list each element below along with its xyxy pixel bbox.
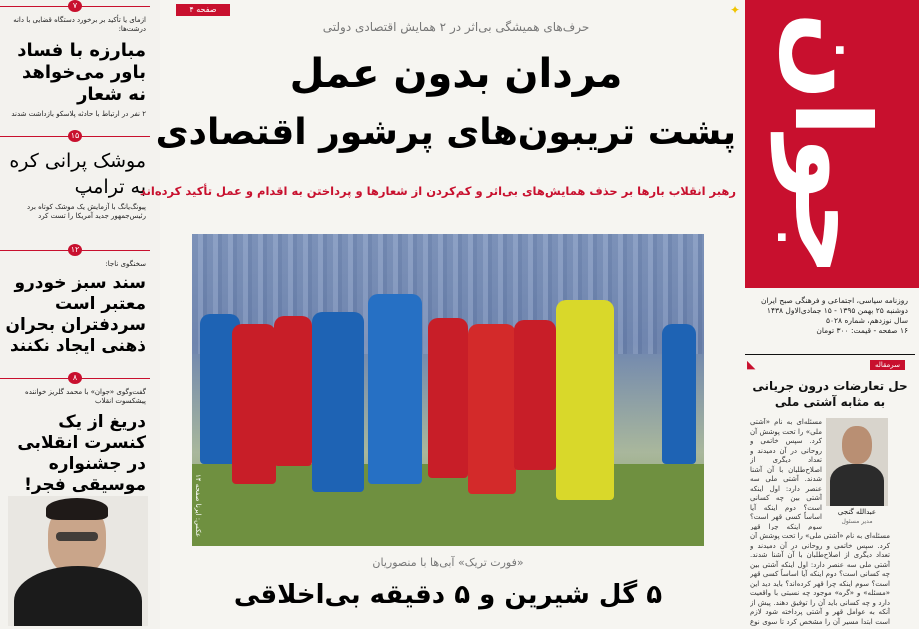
news-intro: سخنگوی ناجا: xyxy=(105,260,146,268)
left-news-item-3[interactable] xyxy=(0,245,150,357)
left-news-item-1[interactable] xyxy=(0,1,150,119)
editorial-tag-row xyxy=(745,360,915,374)
singer-photo xyxy=(8,496,148,626)
player-red xyxy=(232,324,276,484)
page-ref-tag[interactable] xyxy=(176,4,230,16)
left-news-item-4[interactable] xyxy=(0,373,150,496)
news-intro: گفت‌وگوی «جوان» با محمد گلریز خواننده پیشکسوت انقلاب xyxy=(25,388,146,405)
news-intro: ازمای یا تأکید بر برخورد دستگاه قضایی با دانه درشت‌ها: xyxy=(13,16,146,33)
info-line: سال نوزدهم، شماره ۵۰۲۸ xyxy=(825,316,908,325)
star-icon: ✦ xyxy=(729,3,740,17)
author-suit xyxy=(830,464,884,506)
author-photo xyxy=(826,418,888,506)
page-number-badge: ۸ xyxy=(68,372,82,384)
page-number-badge: ۱۲ xyxy=(68,244,82,256)
info-line: روزنامه سیاسی، اجتماعی و فرهنگی صبح ایران xyxy=(760,296,908,305)
editorial-title[interactable]: حل تعارضات درون جریانی به مثابه آشتی ملی xyxy=(752,379,908,409)
sports-kicker: «فورت تریک» آبی‌ها با منصوریان xyxy=(372,556,524,569)
masthead-logo: جوان xyxy=(771,11,893,277)
main-headline-line-2: پشت تریبون‌های پرشور اقتصادی xyxy=(155,112,736,153)
editorial-tag: سرمقاله xyxy=(870,360,905,370)
masthead-block xyxy=(745,0,919,288)
info-line: ۱۶ صفحه - قیمت: ۳۰۰ تومان xyxy=(816,326,908,335)
editorial-text-side: مسئله‌ای به نام «آشتی ملی» را تحت پوشش آن کرد. سپس خاتمی و روحانی در آن دمیدند و تعداد دیگری از اصلاح‌طلبان با آن آشنا شدند. آشتی ملی سه عنصر دارد: اول اینکه آشتی بین چه کسانی است؟ دوم اینکه آیا اساساً کسی قهر است؟ سوم اینکه چرا قهر xyxy=(750,418,822,530)
hair-shape xyxy=(46,498,108,520)
page-number-badge: ۷ xyxy=(68,0,82,12)
news-headline: موشک پرانی کره به ترامپ xyxy=(9,150,146,198)
photo-credit: عکس: ایرنا صفحه ۱۴ xyxy=(194,474,202,538)
news-headline: سند سبز خودرو معتبر است سردفتران بحران ذهنی ایجاد نکنند xyxy=(5,273,146,356)
author-face xyxy=(842,426,872,464)
editorial-divider xyxy=(745,354,915,355)
player-blue xyxy=(368,294,422,484)
player-red xyxy=(468,324,516,494)
player-blue xyxy=(662,324,696,464)
sports-headline: ۵ گل شیرین و ۵ دقیقه بی‌اخلاقی xyxy=(233,580,663,610)
left-news-item-2[interactable] xyxy=(0,131,150,221)
editorial-text-bottom: مسئله‌ای به نام «آشتی ملی» را تحت پوشش آن کرد. سپس خاتمی و روحانی در آن دمیدند و تعداد دیگری از اصلاح‌طلبان با آن آشنا شدند. آشتی ملی سه عنصر دارد: اول اینکه آشتی بین چه کسانی است؟ دوم اینکه آیا اساساً کسی قهر است؟ سوم اینکه چرا قهر کرده‌اند؟ باید دید این «مسئله» و «گره» موجود چه نسبتی با واقعیت دارد و چه کسانی باید آن را توفیق دهند. پیش از آنکه به عوامل قهر و آشتی پرداخته شود لازم است ابتدا مسیر آن را مشخص کرد تا سوی نوع xyxy=(750,532,890,626)
main-lead: رهبر انقلاب بارها بر حذف همایش‌های بی‌اثر و کم‌کردن از شعارها و پرداختن به اقدام و عمل تأکید کرده‌اند xyxy=(139,184,736,198)
player-red xyxy=(428,318,468,478)
player-red xyxy=(274,316,312,466)
news-note: پیونگ‌یانگ با آزمایش یک موشک کوتاه برد رئیس‌جمهور جدید آمریکا را تست کرد xyxy=(26,203,146,220)
jacket-shape xyxy=(14,566,142,626)
info-line: دوشنبه ۲۵ بهمن ۱۳۹۵ - ۱۵ جمادی‌الاول ۱۴۳۸ xyxy=(766,306,908,315)
masthead-info xyxy=(748,296,908,336)
player-blue xyxy=(312,312,364,492)
page-ref-label: صفحه ۴ xyxy=(189,5,217,14)
author-role: مدیر مسئول xyxy=(841,518,873,525)
left-news-column xyxy=(0,0,160,629)
arrow-icon: ◣ xyxy=(747,358,756,371)
main-headline-line-1: مردان بدون عمل xyxy=(289,51,623,97)
news-headline: دریغ از یک کنسرت انقلابی در جشنواره موسیقی فجر! xyxy=(17,412,146,495)
glasses-shape xyxy=(56,532,98,541)
goalkeeper xyxy=(556,300,614,500)
player-red xyxy=(514,320,556,470)
page-number-badge: ۱۵ xyxy=(68,130,82,142)
main-kicker: حرف‌های همیشگی بی‌اثر در ۲ همایش اقتصادی دولتی xyxy=(322,20,590,34)
match-photo[interactable] xyxy=(192,234,704,546)
news-headline: مبارزه با فساد باور می‌خواهد نه شعار xyxy=(17,40,146,105)
author-name: عبدالله گنجی xyxy=(837,508,877,516)
news-note: ۲ نفر در ارتباط با حادثه پلاسکو بازداشت شدند xyxy=(11,110,146,118)
